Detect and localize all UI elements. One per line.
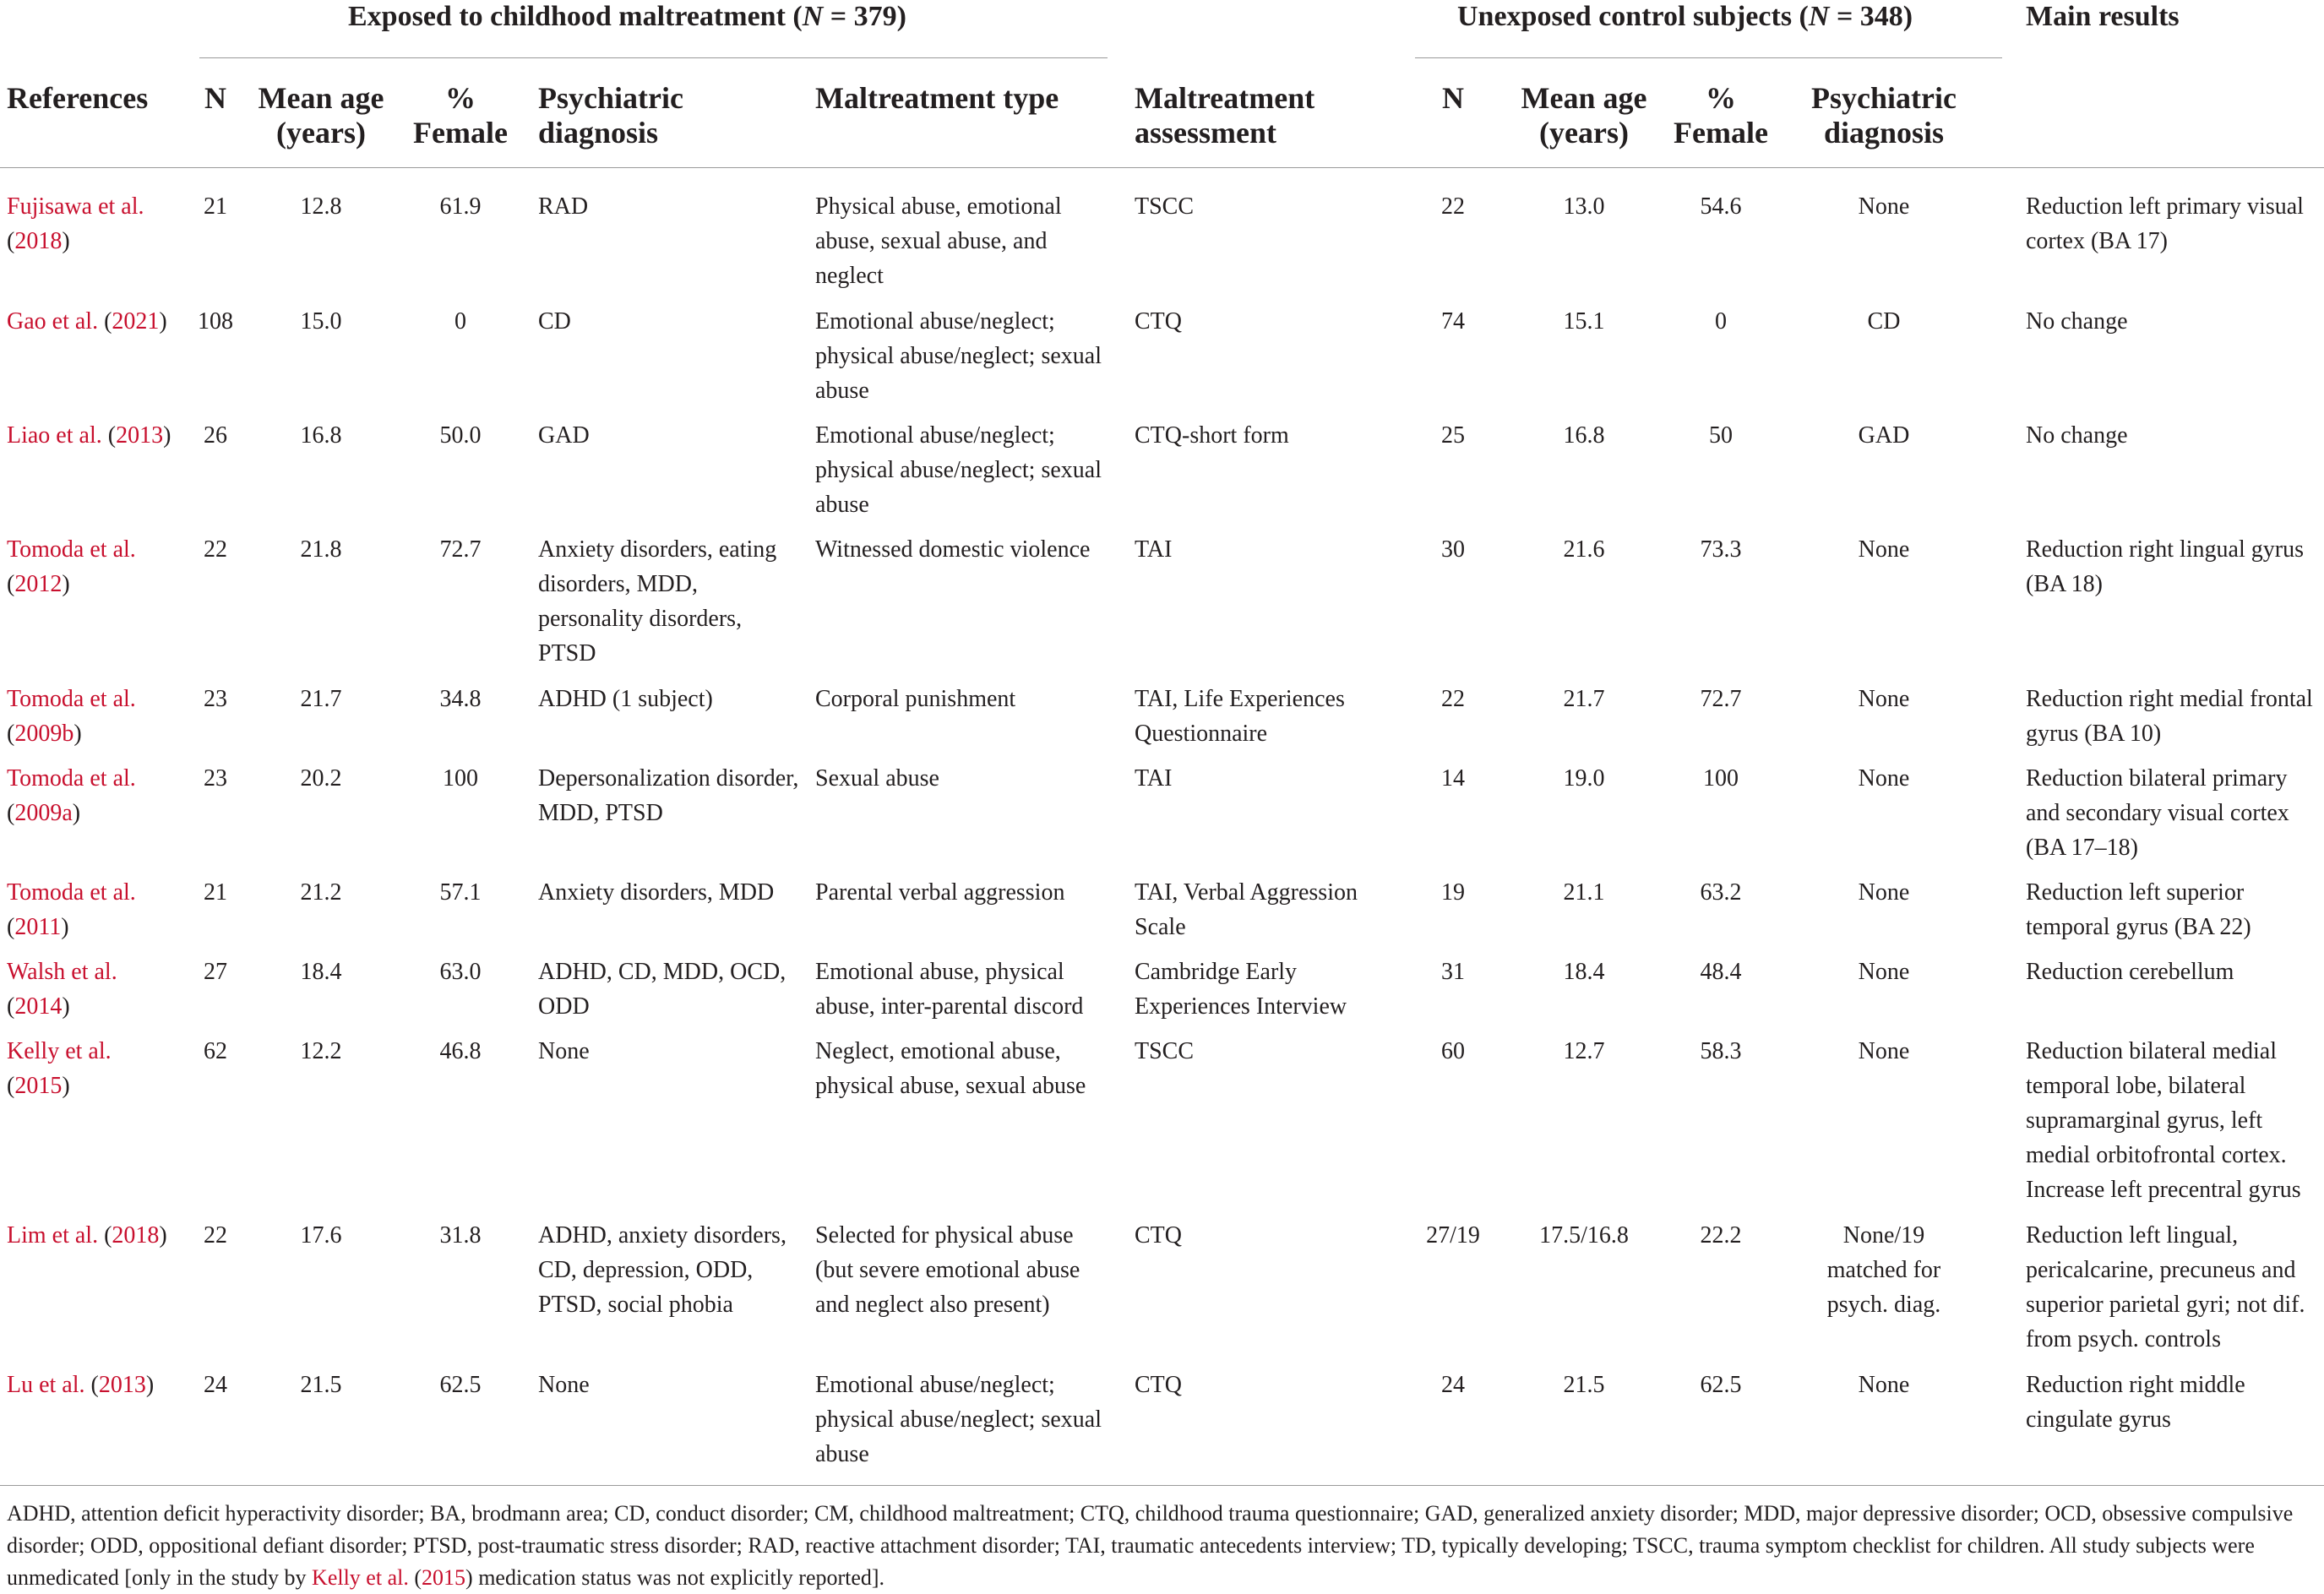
ref-kelly-2015[interactable]: Kelly et al. (2015) xyxy=(7,1038,112,1099)
row-6-ctrl-female: 100 xyxy=(1703,765,1739,792)
main-results-header: Main results xyxy=(2026,1,2180,32)
row-10-result: Reduction left lingual, pericalcarine, precuneus and superior parietal gyri; not dif. from psych. controls xyxy=(2026,1222,2305,1352)
row-5-female: 34.8 xyxy=(439,686,482,712)
row-10-ctrl-female: 22.2 xyxy=(1700,1222,1742,1249)
row-3-diag: GAD xyxy=(538,422,590,449)
row-8-type: Emotional abuse, physical abuse, inter-parental discord xyxy=(815,959,1084,1020)
row-11-type: Emotional abuse/neglect; physical abuse/neglect; sexual abuse xyxy=(815,1372,1102,1467)
table-bottom-rule xyxy=(0,1485,2324,1486)
row-2-ctrl-female: 0 xyxy=(1715,308,1727,335)
header-psych-diag: Psychiatric diagnosis xyxy=(538,81,683,150)
row-4-age: 21.8 xyxy=(300,536,342,563)
row-9-n: 62 xyxy=(204,1038,227,1064)
header-ctrl-n: N xyxy=(1442,81,1464,115)
row-4-n: 22 xyxy=(204,536,227,563)
row-1-ctrl-diag: None xyxy=(1858,193,1910,220)
row-1-ctrl-age: 13.0 xyxy=(1563,193,1605,220)
row-1-type: Physical abuse, emotional abuse, sexual abuse, and neglect xyxy=(815,193,1062,289)
row-11-diag: None xyxy=(538,1372,590,1398)
row-11-result: Reduction right middle cingulate gyrus xyxy=(2026,1372,2245,1433)
row-9-female: 46.8 xyxy=(439,1038,482,1064)
row-10-ctrl-diag: None/19 matched for psych. diag. xyxy=(1826,1222,1941,1318)
row-6-ctrl-n: 14 xyxy=(1441,765,1465,792)
row-3-ctrl-diag: GAD xyxy=(1858,422,1910,449)
row-2-age: 15.0 xyxy=(300,308,342,335)
exposed-n-symbol: N xyxy=(802,1,824,32)
row-8-ctrl-diag: None xyxy=(1858,959,1910,985)
row-7-result: Reduction left superior temporal gyrus (BA 22) xyxy=(2026,879,2251,940)
row-6-ctrl-diag: None xyxy=(1858,765,1910,792)
row-9-ctrl-age: 12.7 xyxy=(1563,1038,1605,1064)
header-n: N xyxy=(204,81,226,115)
ref-walsh-2014[interactable]: Walsh et al. (2014) xyxy=(7,959,117,1020)
row-2-n: 108 xyxy=(198,308,233,335)
exposed-prefix: Exposed to childhood maltreatment ( xyxy=(348,1,803,32)
row-5-ctrl-diag: None xyxy=(1858,686,1910,712)
unexposed-prefix: Unexposed control subjects ( xyxy=(1457,1,1809,32)
row-4-assess: TAI xyxy=(1135,536,1173,563)
row-9-type: Neglect, emotional abuse, physical abuse, sexual abuse xyxy=(815,1038,1086,1099)
row-8-ctrl-female: 48.4 xyxy=(1700,959,1742,985)
row-1-n: 21 xyxy=(204,193,227,220)
row-3-assess: CTQ-short form xyxy=(1135,422,1289,449)
row-9-result: Reduction bilateral medial temporal lobe, bilateral supramarginal gyrus, left medial orbitofrontal cortex. Increase left precentral gyrus xyxy=(2026,1038,2301,1203)
row-9-ctrl-diag: None xyxy=(1858,1038,1910,1064)
unexposed-group-underline xyxy=(1415,57,2002,58)
table-footnote: ADHD, attention deficit hyperactivity disorder; BA, brodmann area; CD, conduct disorder; CM, childhood maltreatment; CTQ, childhood trauma questionnaire; GAD, generalized anxiety disorder; MDD, major depressive disorder; OCD, obsessive compulsive disorder; ODD, oppositional defiant disorder; PTSD, post-traumatic stress disorder; RAD, reactive attachment disorder; TAI, traumatic antecedents interview; TD, typically developing; TSCC, trauma symptom checklist for children. All study subjects were unmedicated [only in the study by Kelly et al. (2015) medication status was not explicitly reported]. xyxy=(7,1501,2294,1590)
row-5-type: Corporal punishment xyxy=(815,686,1016,712)
row-7-type: Parental verbal aggression xyxy=(815,879,1065,906)
row-8-result: Reduction cerebellum xyxy=(2026,959,2234,985)
ref-tomoda-2009a[interactable]: Tomoda et al. (2009a) xyxy=(7,765,136,826)
exposed-group-underline xyxy=(199,57,1108,58)
row-1-ctrl-female: 54.6 xyxy=(1700,193,1742,220)
row-6-assess: TAI xyxy=(1135,765,1173,792)
row-5-age: 21.7 xyxy=(300,686,342,712)
row-3-ctrl-age: 16.8 xyxy=(1563,422,1605,449)
header-ctrl-psych-diag: Psychiatric diagnosis xyxy=(1811,81,1957,150)
ref-tomoda-2011[interactable]: Tomoda et al. (2011) xyxy=(7,879,136,940)
row-8-age: 18.4 xyxy=(300,959,342,985)
row-4-type: Witnessed domestic violence xyxy=(815,536,1091,563)
row-3-ctrl-female: 50 xyxy=(1709,422,1733,449)
row-5-diag: ADHD (1 subject) xyxy=(538,686,713,712)
row-11-age: 21.5 xyxy=(300,1372,342,1398)
row-8-ctrl-age: 18.4 xyxy=(1563,959,1605,985)
row-3-female: 50.0 xyxy=(439,422,482,449)
footnote-ref-author[interactable]: Kelly et al. xyxy=(312,1565,409,1590)
row-1-age: 12.8 xyxy=(300,193,342,220)
header-maltreatment-assessment: Maltreatment assessment xyxy=(1135,81,1315,150)
row-1-assess: TSCC xyxy=(1135,193,1195,220)
ref-fujisawa-2018[interactable]: Fujisawa et al. (2018) xyxy=(7,193,144,254)
header-bottom-rule xyxy=(0,167,2324,168)
row-4-diag: Anxiety disorders, eating disorders, MDD, personality disorders, PTSD xyxy=(538,536,777,666)
row-1-result: Reduction left primary visual cortex (BA 17) xyxy=(2026,193,2304,254)
footnote-ref-year[interactable]: 2015 xyxy=(422,1565,466,1590)
row-2-ctrl-age: 15.1 xyxy=(1563,308,1605,335)
exposed-group-header xyxy=(348,0,906,34)
row-2-ctrl-diag: CD xyxy=(1867,308,1901,335)
row-7-age: 21.2 xyxy=(300,879,342,906)
row-10-female: 31.8 xyxy=(439,1222,482,1249)
row-5-ctrl-n: 22 xyxy=(1441,686,1465,712)
row-6-ctrl-age: 19.0 xyxy=(1563,765,1605,792)
footnote-text-after: medication status was not explicitly reported]. xyxy=(472,1565,885,1590)
row-1-female: 61.9 xyxy=(439,193,482,220)
row-2-assess: CTQ xyxy=(1135,308,1182,335)
row-2-type: Emotional abuse/neglect; physical abuse/neglect; sexual abuse xyxy=(815,308,1102,404)
row-2-result: No change xyxy=(2026,308,2128,335)
row-5-n: 23 xyxy=(204,686,227,712)
row-6-result: Reduction bilateral primary and secondary visual cortex (BA 17–18) xyxy=(2026,765,2289,861)
row-7-assess: TAI, Verbal Aggression Scale xyxy=(1135,879,1358,940)
ref-liao-2013[interactable]: Liao et al. (2013) xyxy=(7,422,171,449)
row-10-diag: ADHD, anxiety disorders, CD, depression, ODD, PTSD, social phobia xyxy=(538,1222,786,1318)
row-7-n: 21 xyxy=(204,879,227,906)
row-8-n: 27 xyxy=(204,959,227,985)
row-11-ctrl-n: 24 xyxy=(1441,1372,1465,1398)
row-10-assess: CTQ xyxy=(1135,1222,1182,1249)
row-7-ctrl-n: 19 xyxy=(1441,879,1465,906)
row-7-ctrl-age: 21.1 xyxy=(1563,879,1605,906)
header-references: References xyxy=(7,81,149,115)
row-4-ctrl-diag: None xyxy=(1858,536,1910,563)
row-9-diag: None xyxy=(538,1038,590,1064)
row-6-n: 23 xyxy=(204,765,227,792)
unexposed-suffix: = 348) xyxy=(1829,1,1913,32)
row-11-female: 62.5 xyxy=(439,1372,482,1398)
row-9-assess: TSCC xyxy=(1135,1038,1195,1064)
row-11-n: 24 xyxy=(204,1372,227,1398)
row-5-result: Reduction right medial frontal gyrus (BA 10) xyxy=(2026,686,2313,747)
row-7-female: 57.1 xyxy=(439,879,482,906)
row-10-ctrl-n: 27/19 xyxy=(1426,1222,1480,1249)
header-mean-age: Mean age (years) xyxy=(258,81,384,150)
row-8-ctrl-n: 31 xyxy=(1441,959,1465,985)
ref-tomoda-2009b[interactable]: Tomoda et al. (2009b) xyxy=(7,686,136,747)
row-10-ctrl-age: 17.5/16.8 xyxy=(1539,1222,1629,1249)
row-8-diag: ADHD, CD, MDD, OCD, ODD xyxy=(538,959,786,1020)
row-7-ctrl-diag: None xyxy=(1858,879,1910,906)
row-7-ctrl-female: 63.2 xyxy=(1700,879,1742,906)
row-5-assess: TAI, Life Experiences Questionnaire xyxy=(1135,686,1345,747)
row-11-ctrl-diag: None xyxy=(1858,1372,1910,1398)
row-9-age: 12.2 xyxy=(300,1038,342,1064)
row-4-ctrl-age: 21.6 xyxy=(1563,536,1605,563)
header-pct-female: % Female xyxy=(413,81,508,150)
row-2-female: 0 xyxy=(454,308,466,335)
row-6-type: Sexual abuse xyxy=(815,765,939,792)
ref-tomoda-2012[interactable]: Tomoda et al. (2012) xyxy=(7,536,136,597)
row-10-type: Selected for physical abuse (but severe emotional abuse and neglect also present) xyxy=(815,1222,1080,1318)
row-4-ctrl-female: 73.3 xyxy=(1700,536,1742,563)
row-4-result: Reduction right lingual gyrus (BA 18) xyxy=(2026,536,2304,597)
row-1-diag: RAD xyxy=(538,193,589,220)
unexposed-n-symbol: N xyxy=(1808,1,1830,32)
row-4-ctrl-n: 30 xyxy=(1441,536,1465,563)
row-3-type: Emotional abuse/neglect; physical abuse/neglect; sexual abuse xyxy=(815,422,1102,518)
row-6-age: 20.2 xyxy=(300,765,342,792)
ref-lim-2018[interactable]: Lim et al. (2018) xyxy=(7,1222,167,1249)
row-6-female: 100 xyxy=(443,765,478,792)
footnote-text-before: ADHD, attention deficit hyperactivity disorder; BA, brodmann area; CD, conduct disorder; CM, childhood maltreatment; CTQ, childhood trauma questionnaire; GAD, generalized anxiety disorder; MDD, major depressive disorder; OCD, obsessive compulsive disorder; ODD, oppositional defiant disorder; PTSD, post-traumatic stress disorder; RAD, reactive attachment disorder; TAI, traumatic antecedents interview; TD, typically developing; TSCC, trauma symptom checklist for children. All study subjects were unmedicated [only in the study by xyxy=(7,1501,2294,1590)
header-maltreatment-type: Maltreatment type xyxy=(815,81,1059,115)
row-11-ctrl-female: 62.5 xyxy=(1700,1372,1742,1398)
exposed-suffix: = 379) xyxy=(823,1,906,32)
row-8-assess: Cambridge Early Experiences Interview xyxy=(1135,959,1347,1020)
row-3-n: 26 xyxy=(204,422,227,449)
row-9-ctrl-female: 58.3 xyxy=(1700,1038,1742,1064)
ref-gao-2021[interactable]: Gao et al. (2021) xyxy=(7,308,167,335)
row-3-result: No change xyxy=(2026,422,2128,449)
row-5-ctrl-female: 72.7 xyxy=(1700,686,1742,712)
row-7-diag: Anxiety disorders, MDD xyxy=(538,879,775,906)
header-ctrl-pct-female: % Female xyxy=(1674,81,1768,150)
ref-lu-2013[interactable]: Lu et al. (2013) xyxy=(7,1372,155,1398)
row-11-assess: CTQ xyxy=(1135,1372,1182,1398)
row-10-age: 17.6 xyxy=(300,1222,342,1249)
row-11-ctrl-age: 21.5 xyxy=(1563,1372,1605,1398)
row-1-ctrl-n: 22 xyxy=(1441,193,1465,220)
row-9-ctrl-n: 60 xyxy=(1441,1038,1465,1064)
row-5-ctrl-age: 21.7 xyxy=(1563,686,1605,712)
row-3-ctrl-n: 25 xyxy=(1441,422,1465,449)
unexposed-group-header xyxy=(1457,0,1913,34)
row-6-diag: Depersonalization disorder, MDD, PTSD xyxy=(538,765,799,826)
row-2-ctrl-n: 74 xyxy=(1441,308,1465,335)
row-2-diag: CD xyxy=(538,308,571,335)
row-3-age: 16.8 xyxy=(300,422,342,449)
header-ctrl-mean-age: Mean age (years) xyxy=(1521,81,1647,150)
row-10-n: 22 xyxy=(204,1222,227,1249)
row-8-female: 63.0 xyxy=(439,959,482,985)
row-4-female: 72.7 xyxy=(439,536,482,563)
